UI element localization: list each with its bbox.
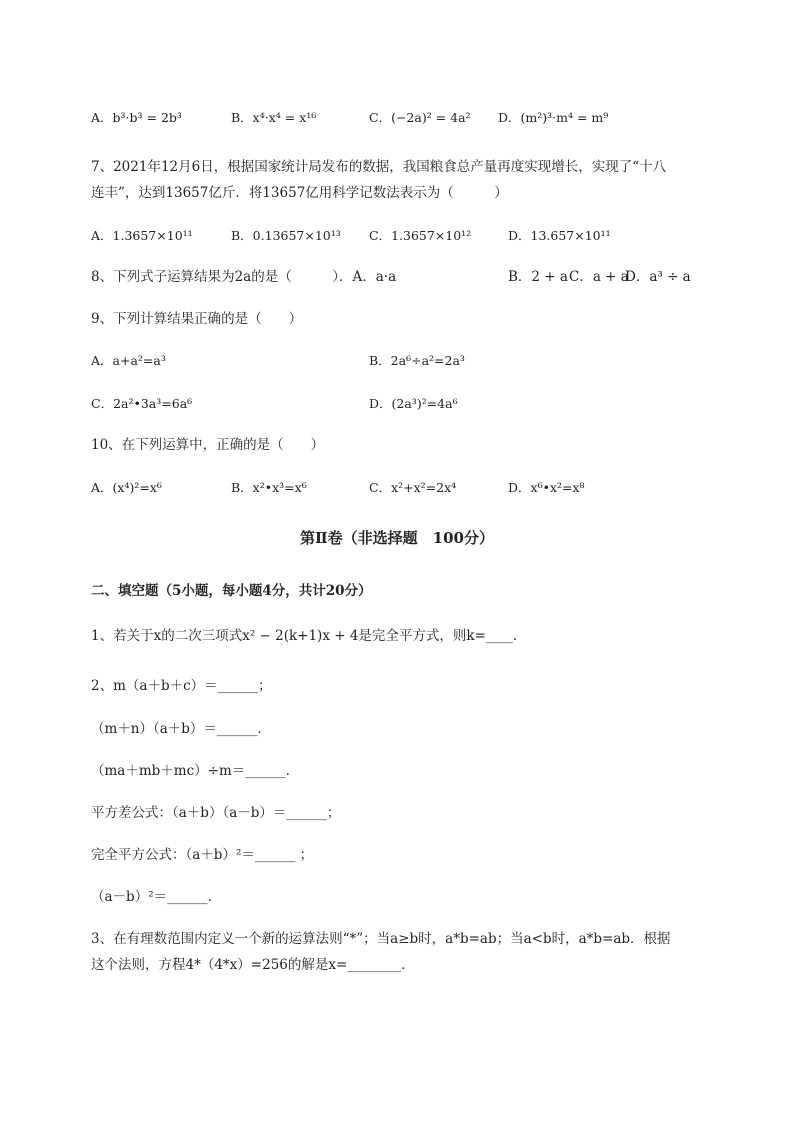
q10-option-c: C．x²+x²=2x⁴ [369,480,457,495]
q7-option-b: B．0.13657×10¹³ [231,228,341,243]
q8-option-d: D．a³ ÷ a [625,269,691,285]
q8-option-b: B．2 + a [508,269,568,285]
fill2-line1: 2、m（a＋b＋c）＝______； [91,678,272,694]
q8-stem: 8、下列式子运算结果为2a的是（ ）．A．a·a [91,269,397,285]
fill2-line2: （m＋n）（a＋b）＝______． [91,721,271,737]
fill2-line3: （ma＋mb＋mc）÷m＝______． [91,763,300,779]
q9-option-a: A．a+a²=a³ [91,353,166,368]
q10-option-b: B．x²•x³=x⁶ [231,480,307,495]
q9-stem: 9、下列计算结果正确的是（ ） [91,311,303,327]
fill3-line1: 3、在有理数范围内定义一个新的运算法则“*”；当a≥b时，a*b=ab；当a<b时，a*b=ab．根据 [91,931,671,947]
q7-stem-line1: 7、2021年12月6日，根据国家统计局发布的数据，我国粮食总产量再度实现增长，实现了“十八 [91,159,667,175]
q9-option-b: B．2a⁶÷a²=2a³ [369,353,465,368]
q6-option-d: D．(m²)³·m⁴ = m⁹ [498,110,609,125]
q7-option-d: D．13.657×10¹¹ [508,228,611,243]
fill2-line4: 平方差公式：（a＋b）（a－b）＝______； [91,805,341,821]
q10-option-a: A．(x⁴)²=x⁶ [91,480,162,495]
fill1-question: 1、若关于x的二次三项式x² − 2(k+1)x + 4是完全平方式，则k=____． [91,628,527,644]
q6-option-c: C．(−2a)² = 4a² [369,110,471,125]
fill2-line5: 完全平方公式：（a＋b）²＝______ ； [91,847,314,863]
section2-title: 二、填空题（5小题，每小题4分，共计20分） [91,583,372,599]
fill3-line2: 这个法则，方程4*（4*x）=256的解是x=________． [91,957,415,973]
q10-option-d: D．x⁶•x²=x⁸ [508,480,585,495]
q7-stem-line2: 连丰”，达到13657亿斤．将13657亿用科学记数法表示为（ ） [91,185,508,201]
fill2-line6: （a－b）²＝______． [91,889,222,905]
q9-option-c: C．2a²•3a³=6a⁶ [91,396,193,411]
q9-option-d: D．(2a³)²=4a⁶ [369,396,458,411]
q6-option-b: B．x⁴·x⁴ = x¹⁶ [231,110,317,125]
part2-title: 第Ⅱ卷（非选择题 100分） [300,529,494,547]
q8-option-c: C．a + a [569,269,629,285]
q10-stem: 10、在下列运算中，正确的是（ ） [91,437,325,453]
q7-option-c: C．1.3657×10¹² [369,228,472,243]
q7-option-a: A．1.3657×10¹¹ [91,228,193,243]
q6-option-a: A．b³·b³ = 2b³ [91,110,182,125]
